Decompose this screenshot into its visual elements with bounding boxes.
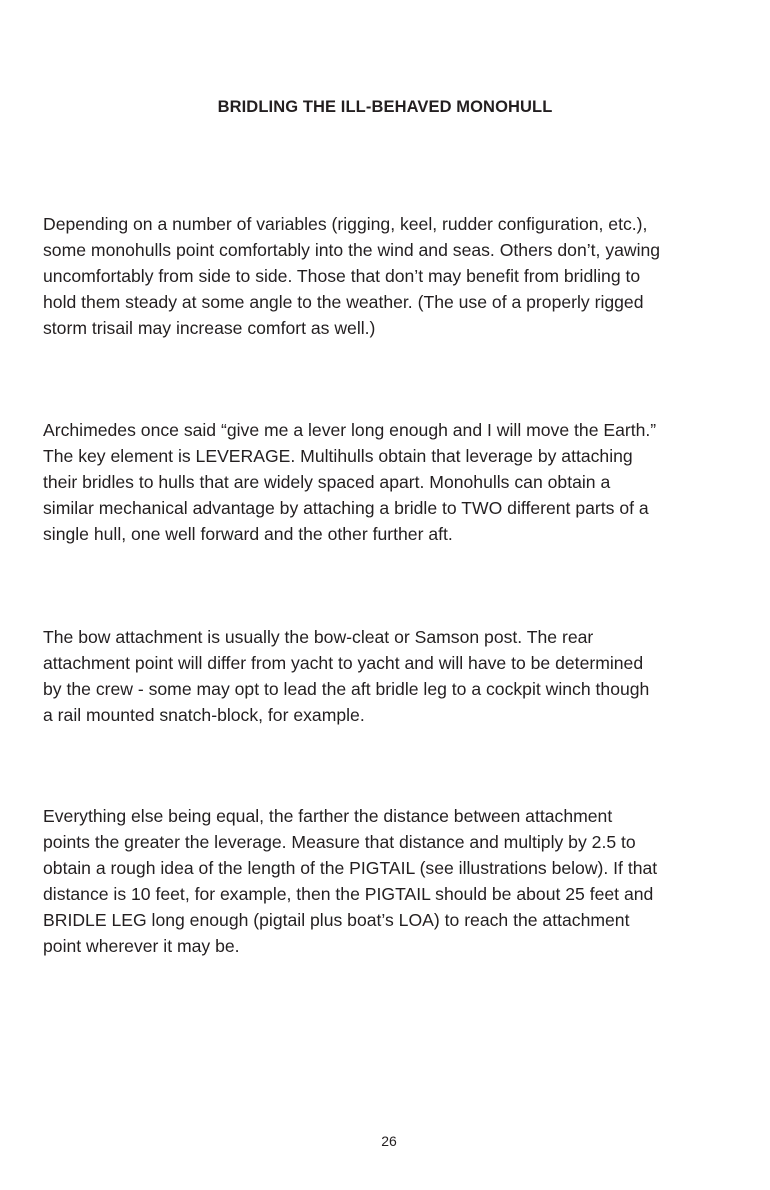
paragraph-line: Everything else being equal, the farther the distance between attachment	[43, 806, 613, 826]
paragraph-leverage	[43, 417, 733, 547]
paragraph-line: distance is 10 feet, for example, then the PIGTAIL should be about 25 feet and	[43, 884, 654, 904]
paragraph-line: attachment point will differ from yacht to yacht and will have to be determined	[43, 653, 644, 673]
paragraph-line: hold them steady at some angle to the weather. (The use of a properly rigged	[43, 292, 644, 312]
paragraph-line: storm trisail may increase comfort as well.)	[43, 318, 376, 338]
paragraph-pigtail-length	[43, 803, 733, 959]
paragraph-line: similar mechanical advantage by attaching a bridle to TWO different parts of a	[43, 498, 649, 518]
paragraph-bridling-intro	[43, 211, 733, 341]
paragraph-attachment-points	[43, 624, 733, 728]
paragraph-line: point wherever it may be.	[43, 936, 240, 956]
paragraph-line: their bridles to hulls that are widely spaced apart. Monohulls can obtain a	[43, 472, 611, 492]
page-number: 26	[381, 1133, 397, 1149]
page-title: BRIDLING THE ILL-BEHAVED MONOHULL	[217, 98, 553, 116]
paragraph-line: points the greater the leverage. Measure that distance and multiply by 2.5 to	[43, 832, 636, 852]
paragraph-line: single hull, one well forward and the other further aft.	[43, 524, 453, 544]
paragraph-line: Archimedes once said “give me a lever long enough and I will move the Earth.”	[43, 420, 657, 440]
paragraph-line: uncomfortably from side to side. Those that don’t may benefit from bridling to	[43, 266, 641, 286]
paragraph-line: by the crew - some may opt to lead the aft bridle leg to a cockpit winch though	[43, 679, 650, 699]
paragraph-line: a rail mounted snatch-block, for example.	[43, 705, 365, 725]
paragraph-line: Depending on a number of variables (rigging, keel, rudder configuration, etc.),	[43, 214, 648, 234]
paragraph-line: The key element is LEVERAGE. Multihulls obtain that leverage by attaching	[43, 446, 633, 466]
paragraph-line: obtain a rough idea of the length of the PIGTAIL (see illustrations below). If that	[43, 858, 658, 878]
paragraph-line: The bow attachment is usually the bow-cleat or Samson post. The rear	[43, 627, 594, 647]
paragraph-line: some monohulls point comfortably into the wind and seas. Others don’t, yawing	[43, 240, 661, 260]
paragraph-line: BRIDLE LEG long enough (pigtail plus boat’s LOA) to reach the attachment	[43, 910, 630, 930]
